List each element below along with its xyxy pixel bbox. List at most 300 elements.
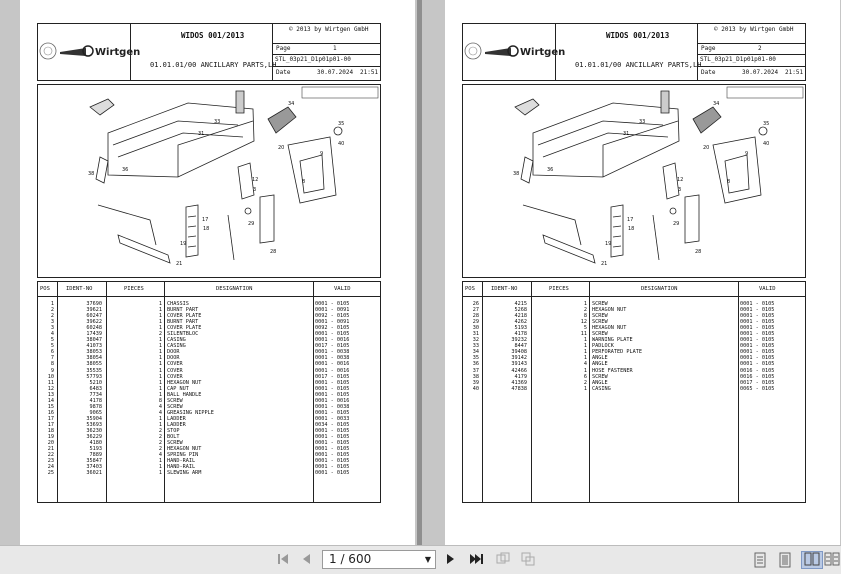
row-designation: CAP NUT: [167, 385, 189, 392]
row-designation: SPRING PIN: [167, 452, 199, 459]
dropdown-arrow-icon: ▼: [424, 555, 431, 564]
row-pieces: 4: [158, 452, 162, 459]
row-ident: 39621: [86, 307, 102, 314]
row-pos: 2: [50, 313, 54, 320]
row-designation: CHASSIS: [167, 301, 189, 307]
row-designation: COVER PLATE: [167, 313, 202, 320]
row-ident: 17439: [86, 331, 102, 338]
row-pieces: 1: [158, 464, 162, 471]
svg-text:40: 40: [338, 141, 345, 147]
row-designation: SCREW: [167, 440, 183, 447]
row-pos: 6: [50, 349, 54, 356]
row-pos: 38: [472, 373, 479, 380]
svg-text:19: 19: [605, 241, 612, 247]
row-ident: 60247: [86, 313, 102, 320]
row-pieces: 4: [583, 361, 587, 368]
row-ident: 35904: [86, 415, 102, 422]
row-pieces: 5: [583, 325, 587, 332]
row-pos: 9: [50, 367, 54, 374]
row-ident: 7734: [89, 391, 102, 398]
row-pos: 21: [47, 446, 54, 453]
svg-text:17: 17: [202, 217, 209, 223]
svg-text:21: 21: [601, 261, 608, 267]
page-divider: [417, 0, 422, 545]
single-page-view-icon[interactable]: [752, 552, 768, 568]
row-pos: 14: [47, 397, 54, 404]
row-ident: 39142: [511, 355, 527, 362]
row-pos: 16: [47, 409, 54, 416]
row-ident: 36021: [86, 470, 102, 477]
row-valid: 0001 - 0105: [315, 440, 350, 447]
row-pieces: 1: [583, 367, 587, 374]
row-designation: BALL HANDLE: [167, 391, 202, 398]
row-valid: 0001 - 0105: [315, 427, 350, 434]
col-pos: POS: [40, 286, 50, 292]
row-ident: 5193: [89, 446, 102, 453]
row-designation: STOP: [167, 427, 180, 434]
row-pieces: 2: [158, 440, 162, 447]
row-ident: 39232: [511, 337, 527, 344]
row-valid: 0001 - 0105: [740, 301, 775, 307]
row-designation: DOOR: [167, 355, 180, 362]
parts-table: [37, 281, 381, 503]
svg-text:8: 8: [302, 179, 306, 185]
row-ident: 60248: [86, 325, 102, 332]
svg-text:38: 38: [513, 171, 520, 177]
row-valid: 0001 - 0105: [315, 379, 350, 386]
row-pos: 23: [47, 458, 54, 465]
svg-text:9: 9: [320, 151, 324, 157]
row-pieces: 4: [158, 403, 162, 410]
exploded-view-drawing: [37, 84, 381, 278]
row-ident: 4180: [89, 440, 102, 447]
svg-text:28: 28: [270, 249, 277, 255]
row-valid: 0017 - 0105: [740, 379, 775, 386]
svg-text:20: 20: [278, 145, 285, 151]
row-ident: 4178: [514, 331, 527, 338]
row-valid: 0001 - 0016: [315, 397, 350, 404]
pdf-page-2: [445, 0, 840, 545]
row-pieces: 8: [583, 313, 587, 320]
row-ident: 39408: [511, 349, 527, 356]
row-pieces: 1: [158, 421, 162, 428]
row-designation: COVER PLATE: [167, 325, 202, 332]
svg-text:33: 33: [639, 119, 646, 125]
row-ident: 36229: [86, 434, 102, 441]
date-value: 30.07.2024: [742, 69, 779, 76]
row-valid: 0001 - 0105: [740, 331, 775, 338]
go-back-icon[interactable]: [494, 552, 512, 568]
row-pieces: 1: [583, 301, 587, 307]
row-pos: 5: [50, 337, 54, 344]
row-valid: 0001 - 0105: [740, 319, 775, 326]
row-pieces: 4: [158, 409, 162, 416]
row-pieces: 1: [158, 361, 162, 368]
row-pieces: 1: [158, 313, 162, 320]
row-valid: 0001 - 0105: [315, 458, 350, 465]
row-pos: 11: [47, 379, 54, 386]
info-cell: [697, 24, 806, 80]
row-ident: 4178: [89, 397, 102, 404]
col-designation: DESIGNATION: [216, 286, 253, 292]
page-number: 2: [758, 45, 762, 52]
row-ident: 36230: [86, 427, 102, 434]
go-forward-icon[interactable]: [519, 552, 537, 568]
svg-text:40: 40: [763, 141, 770, 147]
row-valid: 0001 - 0038: [315, 403, 350, 410]
row-designation: SCREW: [592, 373, 608, 380]
page-header: [462, 23, 806, 81]
row-valid: 0001 - 0105: [315, 301, 350, 307]
page-header: [37, 23, 381, 81]
row-designation: BOLT: [167, 434, 180, 441]
row-designation: ANGLE: [592, 355, 608, 362]
parts-diagram: [463, 85, 805, 277]
row-valid: 0092 - 0105: [315, 313, 350, 320]
row-designation: COVER: [167, 373, 183, 380]
exploded-view-drawing: [462, 84, 806, 278]
viewer-toolbar: [0, 545, 841, 574]
next-page-icon[interactable]: [443, 552, 459, 568]
row-valid: 0001 - 0016: [315, 337, 350, 344]
time-value: 21:51: [785, 69, 804, 76]
row-designation: BURNT PART: [167, 319, 199, 326]
row-pos: 8: [50, 361, 54, 368]
row-ident: 39143: [511, 361, 527, 368]
row-pos: 7: [50, 355, 54, 362]
col-pieces: PIECES: [124, 286, 144, 292]
row-pos: 40: [472, 385, 479, 392]
svg-text:12: 12: [677, 177, 684, 183]
date-value: 30.07.2024: [317, 69, 354, 76]
svg-text:3: 3: [678, 187, 682, 193]
svg-text:33: 33: [214, 119, 221, 125]
row-valid: 0001 - 0016: [315, 361, 350, 368]
row-ident: 5193: [514, 325, 527, 332]
time-value: 21:51: [360, 69, 379, 76]
row-pieces: 8: [158, 397, 162, 404]
row-pos: 15: [47, 403, 54, 410]
pdf-page-1: [20, 0, 415, 545]
row-pieces: 1: [583, 385, 587, 392]
row-pieces: 1: [158, 307, 162, 314]
row-designation: HAND-RAIL: [167, 458, 196, 465]
copyright: © 2013 by Wirtgen GmbH: [714, 26, 794, 33]
section-title: 01.01.01/00 ANCILLARY PARTS,LH: [150, 61, 277, 69]
row-designation: HEXAGON NUT: [167, 446, 202, 453]
row-designation: SCREW: [167, 403, 183, 410]
row-valid: 0001 - 0105: [740, 349, 775, 356]
row-valid: 0092 - 0105: [315, 325, 350, 332]
brand-name: Wirtgen: [520, 47, 566, 58]
row-pieces: 2: [158, 446, 162, 453]
row-designation: SCREW: [592, 313, 608, 320]
row-ident: 4262: [514, 319, 527, 326]
row-pieces: 1: [158, 458, 162, 465]
col-ident: IDENT-NO: [491, 286, 518, 292]
row-ident: 41369: [511, 379, 527, 386]
two-page-view-icon[interactable]: [801, 551, 823, 569]
row-pieces: 1: [158, 391, 162, 398]
row-valid: 0016 - 0105: [740, 373, 775, 380]
svg-text:31: 31: [623, 131, 630, 137]
row-ident: 7889: [89, 452, 102, 459]
row-valid: 0001 - 0038: [315, 355, 350, 362]
svg-text:28: 28: [695, 249, 702, 255]
svg-text:36: 36: [547, 167, 554, 173]
row-ident: 37403: [86, 464, 102, 471]
row-ident: 47838: [511, 385, 527, 392]
row-valid: 0001 - 0105: [740, 361, 775, 368]
row-valid: 0016 - 0105: [740, 367, 775, 374]
row-pieces: 1: [158, 319, 162, 326]
page-number: 1: [333, 45, 337, 52]
row-designation: HAND-RAIL: [167, 464, 196, 471]
row-ident: 8447: [514, 343, 527, 350]
row-designation: WARNING PLATE: [592, 337, 633, 344]
row-pos: 24: [47, 464, 54, 471]
svg-text:34: 34: [713, 101, 720, 107]
row-designation: HEXAGON NUT: [592, 307, 627, 314]
row-ident: 5268: [514, 307, 527, 314]
svg-text:29: 29: [248, 221, 255, 227]
col-pos: POS: [465, 286, 475, 292]
col-ident: IDENT-NO: [66, 286, 93, 292]
row-pos: 22: [47, 452, 54, 459]
parts-rows: [463, 301, 805, 392]
row-designation: PERFORATED PLATE: [592, 349, 642, 356]
svg-text:38: 38: [88, 171, 95, 177]
row-ident: 4218: [514, 313, 527, 320]
row-ident: 57793: [86, 373, 102, 380]
row-pieces: 1: [158, 337, 162, 344]
svg-text:18: 18: [203, 226, 210, 232]
row-valid: 0017 - 0105: [315, 343, 350, 350]
row-designation: DOOR: [167, 349, 180, 356]
row-pos: 17: [47, 421, 54, 428]
row-valid: 0001 - 0105: [740, 337, 775, 344]
row-pos: 37: [472, 367, 479, 374]
row-pos: 36: [472, 361, 479, 368]
row-designation: ANGLE: [592, 361, 608, 368]
row-ident: 53693: [86, 421, 102, 428]
two-page-continuous-view-icon[interactable]: [824, 552, 840, 568]
row-designation: CASING: [592, 385, 611, 392]
section-title: 01.01.01/00 ANCILLARY PARTS,LH: [575, 61, 702, 69]
row-designation: ANGLE: [592, 379, 608, 386]
row-designation: PADLOCK: [592, 343, 614, 350]
row-valid: 0001 - 0105: [315, 470, 350, 477]
row-valid: 0001 - 0038: [315, 349, 350, 356]
row-pos: 2: [50, 307, 54, 314]
row-pos: 27: [472, 307, 479, 314]
row-ident: 35847: [86, 458, 102, 465]
row-valid: 0001 - 0105: [740, 307, 775, 314]
row-ident: 4179: [514, 373, 527, 380]
row-ident: 35535: [86, 367, 102, 374]
page-label: Page: [276, 45, 291, 52]
row-valid: 0001 - 0105: [315, 434, 350, 441]
row-pieces: 1: [158, 325, 162, 332]
title-cell: [555, 24, 715, 80]
doc-code: STL_03p21_D1p01p01-00: [275, 56, 351, 63]
row-pieces: 1: [583, 343, 587, 350]
row-valid: 0001 - 0091: [315, 319, 350, 326]
row-pieces: 1: [158, 373, 162, 380]
doc-code: STL_03p21_D1p01p01-00: [700, 56, 776, 63]
continuous-view-icon[interactable]: [777, 552, 793, 568]
row-designation: SCREW: [592, 331, 608, 338]
svg-text:20: 20: [703, 145, 710, 151]
parts-table: [462, 281, 806, 503]
svg-text:35: 35: [763, 121, 770, 127]
col-valid: VALID: [759, 286, 776, 292]
row-valid: 0001 - 0105: [740, 355, 775, 362]
page-number-select[interactable]: [322, 550, 436, 569]
row-pos: 10: [47, 373, 54, 380]
first-page-icon[interactable]: [275, 552, 291, 568]
row-pos: 29: [472, 319, 479, 326]
row-pieces: 1: [583, 337, 587, 344]
row-ident: 37690: [86, 301, 102, 307]
row-pos: 5: [50, 343, 54, 350]
row-valid: 0001 - 0105: [740, 343, 775, 350]
row-valid: 0001 - 0105: [740, 313, 775, 320]
svg-text:21: 21: [176, 261, 183, 267]
col-designation: DESIGNATION: [641, 286, 678, 292]
row-ident: 42466: [511, 367, 527, 374]
row-ident: 38054: [86, 355, 102, 362]
row-pos: 33: [472, 343, 479, 350]
row-pos: 26: [472, 301, 479, 307]
row-pos: 30: [472, 325, 479, 332]
row-pos: 35: [472, 355, 479, 362]
svg-text:17: 17: [627, 217, 634, 223]
row-pos: 39: [472, 379, 479, 386]
svg-text:19: 19: [180, 241, 187, 247]
row-pos: 18: [47, 427, 54, 434]
row-designation: LADDER: [167, 421, 186, 428]
row-pieces: 12: [580, 319, 587, 326]
row-ident: 38047: [86, 337, 102, 344]
row-pieces: 2: [583, 307, 587, 314]
row-valid: 0001 - 0105: [315, 446, 350, 453]
brand-logo: [463, 24, 566, 80]
date-label: Date: [276, 69, 291, 76]
row-pieces: 1: [158, 470, 162, 477]
row-pieces: 1: [158, 379, 162, 386]
row-pieces: 2: [158, 331, 162, 338]
row-designation: SCREW: [592, 319, 608, 326]
row-pos: 34: [472, 349, 479, 356]
row-valid: 0001 - 0016: [315, 367, 350, 374]
svg-text:18: 18: [628, 226, 635, 232]
svg-text:3: 3: [253, 187, 257, 193]
row-pos: 20: [47, 440, 54, 447]
row-pos: 12: [47, 385, 54, 392]
row-valid: 0001 - 0105: [315, 385, 350, 392]
row-ident: 9878: [89, 403, 102, 410]
svg-text:34: 34: [288, 101, 295, 107]
svg-text:31: 31: [198, 131, 205, 137]
info-cell: [272, 24, 381, 80]
row-pieces: 1: [158, 415, 162, 422]
row-pos: 31: [472, 331, 479, 338]
row-designation: COVER: [167, 367, 183, 374]
row-ident: 5210: [89, 379, 102, 386]
row-designation: SCREW: [592, 301, 608, 307]
row-ident: 38053: [86, 349, 102, 356]
row-pieces: 2: [158, 427, 162, 434]
row-valid: 0001 - 0033: [315, 415, 350, 422]
row-designation: HEXAGON NUT: [167, 379, 202, 386]
parts-diagram: [38, 85, 380, 277]
row-valid: 0001 - 0105: [315, 464, 350, 471]
row-pos: 3: [50, 319, 54, 326]
row-designation: CASING: [167, 337, 186, 344]
row-pieces: 11: [580, 331, 587, 338]
row-ident: 38055: [86, 361, 102, 368]
page-label: Page: [701, 45, 716, 52]
row-pos: 25: [47, 470, 54, 477]
row-designation: COVER: [167, 361, 183, 368]
row-designation: HOSE FASTENER: [592, 367, 633, 374]
row-pos: 4: [50, 331, 54, 338]
row-pos: 13: [47, 391, 54, 398]
row-pieces: 1: [158, 349, 162, 356]
row-ident: 9065: [89, 409, 102, 416]
row-valid: 0001 - 0105: [315, 452, 350, 459]
parts-rows: [38, 301, 380, 476]
row-designation: HEXAGON NUT: [592, 325, 627, 332]
row-pieces: 1: [158, 343, 162, 350]
table-row: [38, 470, 380, 476]
col-valid: VALID: [334, 286, 351, 292]
date-label: Date: [701, 69, 716, 76]
row-pos: 19: [47, 434, 54, 441]
row-designation: SILENTBLOC: [167, 331, 199, 338]
row-valid: 0001 - 0105: [315, 331, 350, 338]
row-pos: 3: [50, 325, 54, 332]
row-valid: 0034 - 0105: [315, 421, 350, 428]
row-pos: 32: [472, 337, 479, 344]
row-valid: 0017 - 0105: [315, 373, 350, 380]
document-title: WIDOS 001/2013: [606, 31, 670, 40]
page-indicator: 1 / 600: [329, 552, 372, 566]
row-designation: GREASING NIPPLE: [167, 409, 214, 416]
row-pieces: 1: [158, 355, 162, 362]
table-row: [463, 386, 805, 392]
row-ident: 41073: [86, 343, 102, 350]
row-valid: 0001 - 0105: [315, 409, 350, 416]
prev-page-icon[interactable]: [298, 552, 314, 568]
brand-logo: [38, 24, 141, 80]
document-title: WIDOS 001/2013: [181, 31, 245, 40]
svg-text:36: 36: [122, 167, 129, 173]
svg-text:12: 12: [252, 177, 259, 183]
row-valid: 0001 - 0105: [315, 391, 350, 398]
copyright: © 2013 by Wirtgen GmbH: [289, 26, 369, 33]
last-page-icon[interactable]: [467, 552, 485, 568]
row-designation: LADDER: [167, 415, 186, 422]
row-designation: BURNT PART: [167, 307, 199, 314]
row-pieces: 1: [583, 355, 587, 362]
row-pieces: 1: [583, 349, 587, 356]
row-designation: SCREW: [167, 397, 183, 404]
svg-text:9: 9: [745, 151, 749, 157]
row-pieces: 2: [583, 379, 587, 386]
row-valid: 0065 - 0105: [740, 385, 775, 392]
